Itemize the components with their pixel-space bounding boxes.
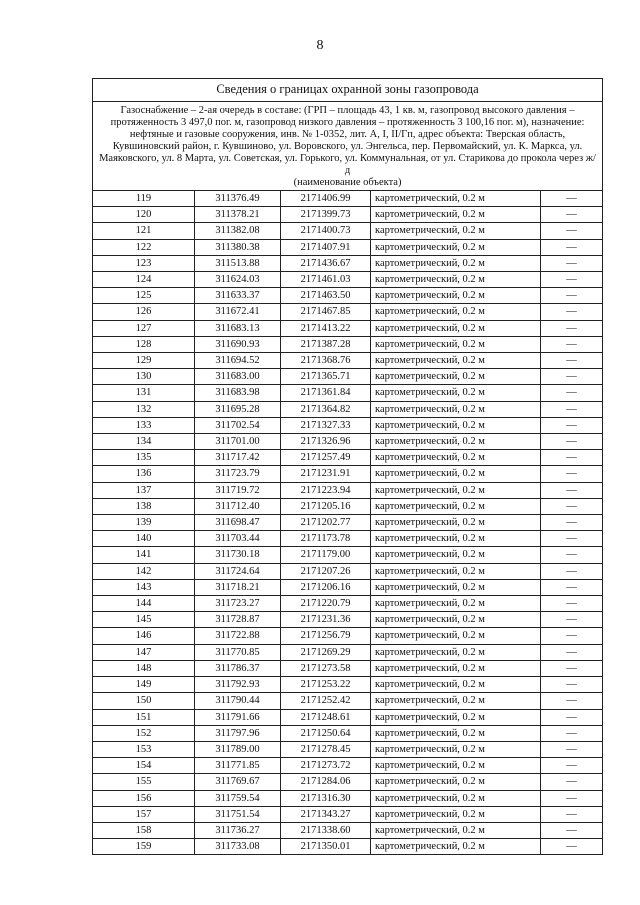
note-dash: — <box>541 515 603 531</box>
point-number: 152 <box>93 725 195 741</box>
note-dash: — <box>541 417 603 433</box>
table-row <box>93 385 603 401</box>
note-dash: — <box>541 741 603 757</box>
coordinate-x: 311703.44 <box>195 531 281 547</box>
point-number: 130 <box>93 369 195 385</box>
coordinate-y: 2171387.28 <box>281 336 371 352</box>
table-row <box>93 822 603 838</box>
note-dash: — <box>541 806 603 822</box>
note-dash: — <box>541 774 603 790</box>
note-dash: — <box>541 579 603 595</box>
table-row <box>93 336 603 352</box>
point-number: 146 <box>93 628 195 644</box>
object-description-caption: (наименование объекта) <box>293 177 402 188</box>
coordinate-x: 311791.66 <box>195 709 281 725</box>
coordinate-y: 2171343.27 <box>281 806 371 822</box>
coordinate-x: 311722.88 <box>195 628 281 644</box>
coordinate-x: 311769.67 <box>195 774 281 790</box>
method-accuracy: картометрический, 0.2 м <box>371 353 541 369</box>
method-accuracy: картометрический, 0.2 м <box>371 450 541 466</box>
coordinate-y: 2171327.33 <box>281 417 371 433</box>
point-number: 157 <box>93 806 195 822</box>
coordinate-x: 311718.21 <box>195 579 281 595</box>
point-number: 127 <box>93 320 195 336</box>
point-number: 140 <box>93 531 195 547</box>
coordinate-y: 2171399.73 <box>281 207 371 223</box>
coordinate-y: 2171461.03 <box>281 272 371 288</box>
method-accuracy: картометрический, 0.2 м <box>371 758 541 774</box>
method-accuracy: картометрический, 0.2 м <box>371 304 541 320</box>
point-number: 137 <box>93 482 195 498</box>
coordinate-y: 2171173.78 <box>281 531 371 547</box>
point-number: 134 <box>93 434 195 450</box>
coordinate-y: 2171207.26 <box>281 563 371 579</box>
method-accuracy: картометрический, 0.2 м <box>371 385 541 401</box>
table-row <box>93 709 603 725</box>
point-number: 129 <box>93 353 195 369</box>
coordinate-x: 311695.28 <box>195 401 281 417</box>
coordinate-y: 2171400.73 <box>281 223 371 239</box>
coordinate-x: 311378.21 <box>195 207 281 223</box>
table-row <box>93 288 603 304</box>
coordinate-x: 311719.72 <box>195 482 281 498</box>
coordinate-y: 2171413.22 <box>281 320 371 336</box>
coordinate-y: 2171253.22 <box>281 677 371 693</box>
table-row <box>93 466 603 482</box>
method-accuracy: картометрический, 0.2 м <box>371 207 541 223</box>
point-number: 120 <box>93 207 195 223</box>
table-row <box>93 758 603 774</box>
point-number: 156 <box>93 790 195 806</box>
note-dash: — <box>541 839 603 855</box>
coordinate-y: 2171269.29 <box>281 644 371 660</box>
point-number: 124 <box>93 272 195 288</box>
method-accuracy: картометрический, 0.2 м <box>371 806 541 822</box>
method-accuracy: картометрический, 0.2 м <box>371 531 541 547</box>
note-dash: — <box>541 401 603 417</box>
point-number: 148 <box>93 660 195 676</box>
method-accuracy: картометрический, 0.2 м <box>371 272 541 288</box>
coordinate-y: 2171231.36 <box>281 612 371 628</box>
note-dash: — <box>541 531 603 547</box>
coordinate-y: 2171436.67 <box>281 255 371 271</box>
point-number: 159 <box>93 839 195 855</box>
point-number: 125 <box>93 288 195 304</box>
point-number: 138 <box>93 498 195 514</box>
coordinate-x: 311701.00 <box>195 434 281 450</box>
table-row <box>93 482 603 498</box>
coordinate-x: 311771.85 <box>195 758 281 774</box>
coordinate-x: 311702.54 <box>195 417 281 433</box>
method-accuracy: картометрический, 0.2 м <box>371 336 541 352</box>
coordinate-x: 311730.18 <box>195 547 281 563</box>
coordinate-y: 2171220.79 <box>281 596 371 612</box>
note-dash: — <box>541 709 603 725</box>
point-number: 153 <box>93 741 195 757</box>
method-accuracy: картометрический, 0.2 м <box>371 822 541 838</box>
table-row <box>93 628 603 644</box>
note-dash: — <box>541 822 603 838</box>
table-row <box>93 693 603 709</box>
coordinate-y: 2171407.91 <box>281 239 371 255</box>
coordinate-y: 2171250.64 <box>281 725 371 741</box>
table-row <box>93 369 603 385</box>
coordinate-y: 2171231.91 <box>281 466 371 482</box>
coordinate-y: 2171273.72 <box>281 758 371 774</box>
protection-zone-table <box>92 78 603 855</box>
point-number: 136 <box>93 466 195 482</box>
coordinate-y: 2171365.71 <box>281 369 371 385</box>
note-dash: — <box>541 677 603 693</box>
table-row <box>93 790 603 806</box>
point-number: 143 <box>93 579 195 595</box>
coordinate-y: 2171338.60 <box>281 822 371 838</box>
point-number: 133 <box>93 417 195 433</box>
note-dash: — <box>541 790 603 806</box>
table-row <box>93 353 603 369</box>
note-dash: — <box>541 288 603 304</box>
coordinate-x: 311633.37 <box>195 288 281 304</box>
method-accuracy: картометрический, 0.2 м <box>371 579 541 595</box>
table-row <box>93 304 603 320</box>
method-accuracy: картометрический, 0.2 м <box>371 774 541 790</box>
method-accuracy: картометрический, 0.2 м <box>371 255 541 271</box>
table-row <box>93 596 603 612</box>
table-row <box>93 806 603 822</box>
note-dash: — <box>541 693 603 709</box>
method-accuracy: картометрический, 0.2 м <box>371 563 541 579</box>
table-title: Сведения о границах охранной зоны газопровода <box>93 79 603 102</box>
point-number: 135 <box>93 450 195 466</box>
method-accuracy: картометрический, 0.2 м <box>371 596 541 612</box>
coordinate-x: 311728.87 <box>195 612 281 628</box>
coordinate-y: 2171316.30 <box>281 790 371 806</box>
table-row <box>93 644 603 660</box>
note-dash: — <box>541 369 603 385</box>
coordinate-x: 311376.49 <box>195 191 281 207</box>
table-row <box>93 660 603 676</box>
coordinate-y: 2171202.77 <box>281 515 371 531</box>
method-accuracy: картометрический, 0.2 м <box>371 191 541 207</box>
method-accuracy: картометрический, 0.2 м <box>371 515 541 531</box>
method-accuracy: картометрический, 0.2 м <box>371 498 541 514</box>
point-number: 119 <box>93 191 195 207</box>
method-accuracy: картометрический, 0.2 м <box>371 466 541 482</box>
note-dash: — <box>541 223 603 239</box>
method-accuracy: картометрический, 0.2 м <box>371 693 541 709</box>
coordinate-x: 311736.27 <box>195 822 281 838</box>
note-dash: — <box>541 450 603 466</box>
note-dash: — <box>541 660 603 676</box>
point-number: 139 <box>93 515 195 531</box>
point-number: 158 <box>93 822 195 838</box>
coordinate-y: 2171223.94 <box>281 482 371 498</box>
table-row <box>93 774 603 790</box>
point-number: 126 <box>93 304 195 320</box>
coordinate-x: 311683.00 <box>195 369 281 385</box>
table-row <box>93 677 603 693</box>
object-description: Газоснабжение – 2-ая очередь в составе: (ГРП – площадь 43, 1 кв. м, газопровод высокого давления – протяженность 3 497,0 пог. м, газопровод низкого давления – протяженность 3 100,16 пог. м), назначение: нефтяные и газовые сооружения, инв. № 1-0352, лит. А, I, II/Гп, адрес объекта: Тверская область, Кувшиновский район, г. Кувшиново, ул. Воровского, ул. Энгельса, пер. Первомайский, ул. К. Маркса, ул. Маяковского, ул. 8 Марта, ул. Советская, ул. Горького, ул. Коммунальная, от ул. Старикова до прокола через ж/д <box>99 105 596 176</box>
note-dash: — <box>541 336 603 352</box>
note-dash: — <box>541 207 603 223</box>
point-number: 144 <box>93 596 195 612</box>
coordinate-y: 2171326.96 <box>281 434 371 450</box>
method-accuracy: картометрический, 0.2 м <box>371 644 541 660</box>
method-accuracy: картометрический, 0.2 м <box>371 839 541 855</box>
table-row <box>93 741 603 757</box>
coordinate-x: 311690.93 <box>195 336 281 352</box>
note-dash: — <box>541 482 603 498</box>
coordinate-x: 311513.88 <box>195 255 281 271</box>
coordinate-y: 2171467.85 <box>281 304 371 320</box>
note-dash: — <box>541 644 603 660</box>
object-description-cell <box>93 102 603 191</box>
coordinate-x: 311683.13 <box>195 320 281 336</box>
coordinate-y: 2171248.61 <box>281 709 371 725</box>
coordinate-x: 311797.96 <box>195 725 281 741</box>
point-number: 122 <box>93 239 195 255</box>
coordinate-y: 2171252.42 <box>281 693 371 709</box>
point-number: 142 <box>93 563 195 579</box>
page-number: 8 <box>316 38 324 53</box>
coordinate-x: 311712.40 <box>195 498 281 514</box>
coordinate-x: 311770.85 <box>195 644 281 660</box>
table-row <box>93 320 603 336</box>
coordinate-x: 311786.37 <box>195 660 281 676</box>
coordinate-x: 311789.00 <box>195 741 281 757</box>
note-dash: — <box>541 304 603 320</box>
coordinate-y: 2171463.50 <box>281 288 371 304</box>
table-row <box>93 839 603 855</box>
table-row <box>93 563 603 579</box>
point-number: 147 <box>93 644 195 660</box>
note-dash: — <box>541 255 603 271</box>
coordinate-x: 311792.93 <box>195 677 281 693</box>
coordinate-x: 311723.27 <box>195 596 281 612</box>
method-accuracy: картометрический, 0.2 м <box>371 790 541 806</box>
coordinate-x: 311624.03 <box>195 272 281 288</box>
point-number: 132 <box>93 401 195 417</box>
method-accuracy: картометрический, 0.2 м <box>371 709 541 725</box>
point-number: 121 <box>93 223 195 239</box>
table-row <box>93 239 603 255</box>
method-accuracy: картометрический, 0.2 м <box>371 628 541 644</box>
coordinate-x: 311382.08 <box>195 223 281 239</box>
coordinate-y: 2171205.16 <box>281 498 371 514</box>
note-dash: — <box>541 498 603 514</box>
coordinate-y: 2171284.06 <box>281 774 371 790</box>
table-row <box>93 450 603 466</box>
method-accuracy: картометрический, 0.2 м <box>371 320 541 336</box>
method-accuracy: картометрический, 0.2 м <box>371 223 541 239</box>
table-row <box>93 207 603 223</box>
coordinate-x: 311717.42 <box>195 450 281 466</box>
coordinates-body <box>93 191 603 855</box>
table-row <box>93 223 603 239</box>
point-number: 145 <box>93 612 195 628</box>
note-dash: — <box>541 758 603 774</box>
table-row <box>93 531 603 547</box>
coordinate-x: 311694.52 <box>195 353 281 369</box>
table-row <box>93 272 603 288</box>
coordinate-x: 311733.08 <box>195 839 281 855</box>
note-dash: — <box>541 239 603 255</box>
point-number: 149 <box>93 677 195 693</box>
note-dash: — <box>541 596 603 612</box>
coordinate-y: 2171256.79 <box>281 628 371 644</box>
coordinate-x: 311751.54 <box>195 806 281 822</box>
coordinate-x: 311724.64 <box>195 563 281 579</box>
method-accuracy: картометрический, 0.2 м <box>371 434 541 450</box>
point-number: 131 <box>93 385 195 401</box>
method-accuracy: картометрический, 0.2 м <box>371 288 541 304</box>
coordinate-x: 311672.41 <box>195 304 281 320</box>
method-accuracy: картометрический, 0.2 м <box>371 725 541 741</box>
note-dash: — <box>541 612 603 628</box>
coordinate-x: 311683.98 <box>195 385 281 401</box>
coordinate-y: 2171368.76 <box>281 353 371 369</box>
table-row <box>93 612 603 628</box>
method-accuracy: картометрический, 0.2 м <box>371 417 541 433</box>
table-row <box>93 579 603 595</box>
coordinate-y: 2171206.16 <box>281 579 371 595</box>
coordinate-y: 2171179.00 <box>281 547 371 563</box>
coordinate-x: 311380.38 <box>195 239 281 255</box>
point-number: 123 <box>93 255 195 271</box>
note-dash: — <box>541 725 603 741</box>
coordinate-y: 2171364.82 <box>281 401 371 417</box>
coordinate-x: 311723.79 <box>195 466 281 482</box>
table-row <box>93 401 603 417</box>
method-accuracy: картометрический, 0.2 м <box>371 482 541 498</box>
point-number: 150 <box>93 693 195 709</box>
coordinate-y: 2171406.99 <box>281 191 371 207</box>
coordinate-y: 2171361.84 <box>281 385 371 401</box>
point-number: 155 <box>93 774 195 790</box>
note-dash: — <box>541 272 603 288</box>
method-accuracy: картометрический, 0.2 м <box>371 677 541 693</box>
note-dash: — <box>541 547 603 563</box>
point-number: 154 <box>93 758 195 774</box>
note-dash: — <box>541 385 603 401</box>
method-accuracy: картометрический, 0.2 м <box>371 741 541 757</box>
point-number: 141 <box>93 547 195 563</box>
coordinate-x: 311698.47 <box>195 515 281 531</box>
note-dash: — <box>541 353 603 369</box>
coordinate-y: 2171273.58 <box>281 660 371 676</box>
table-row <box>93 498 603 514</box>
note-dash: — <box>541 320 603 336</box>
table-row <box>93 515 603 531</box>
coordinate-y: 2171257.49 <box>281 450 371 466</box>
method-accuracy: картометрический, 0.2 м <box>371 547 541 563</box>
method-accuracy: картометрический, 0.2 м <box>371 369 541 385</box>
method-accuracy: картометрический, 0.2 м <box>371 612 541 628</box>
note-dash: — <box>541 191 603 207</box>
table-row <box>93 547 603 563</box>
note-dash: — <box>541 628 603 644</box>
point-number: 128 <box>93 336 195 352</box>
note-dash: — <box>541 434 603 450</box>
table-row <box>93 191 603 207</box>
table-row <box>93 255 603 271</box>
method-accuracy: картометрический, 0.2 м <box>371 239 541 255</box>
note-dash: — <box>541 466 603 482</box>
table-row <box>93 434 603 450</box>
table-row <box>93 725 603 741</box>
method-accuracy: картометрический, 0.2 м <box>371 660 541 676</box>
table-row <box>93 417 603 433</box>
coordinate-x: 311790.44 <box>195 693 281 709</box>
coordinate-x: 311759.54 <box>195 790 281 806</box>
note-dash: — <box>541 563 603 579</box>
point-number: 151 <box>93 709 195 725</box>
coordinate-y: 2171278.45 <box>281 741 371 757</box>
coordinate-y: 2171350.01 <box>281 839 371 855</box>
method-accuracy: картометрический, 0.2 м <box>371 401 541 417</box>
